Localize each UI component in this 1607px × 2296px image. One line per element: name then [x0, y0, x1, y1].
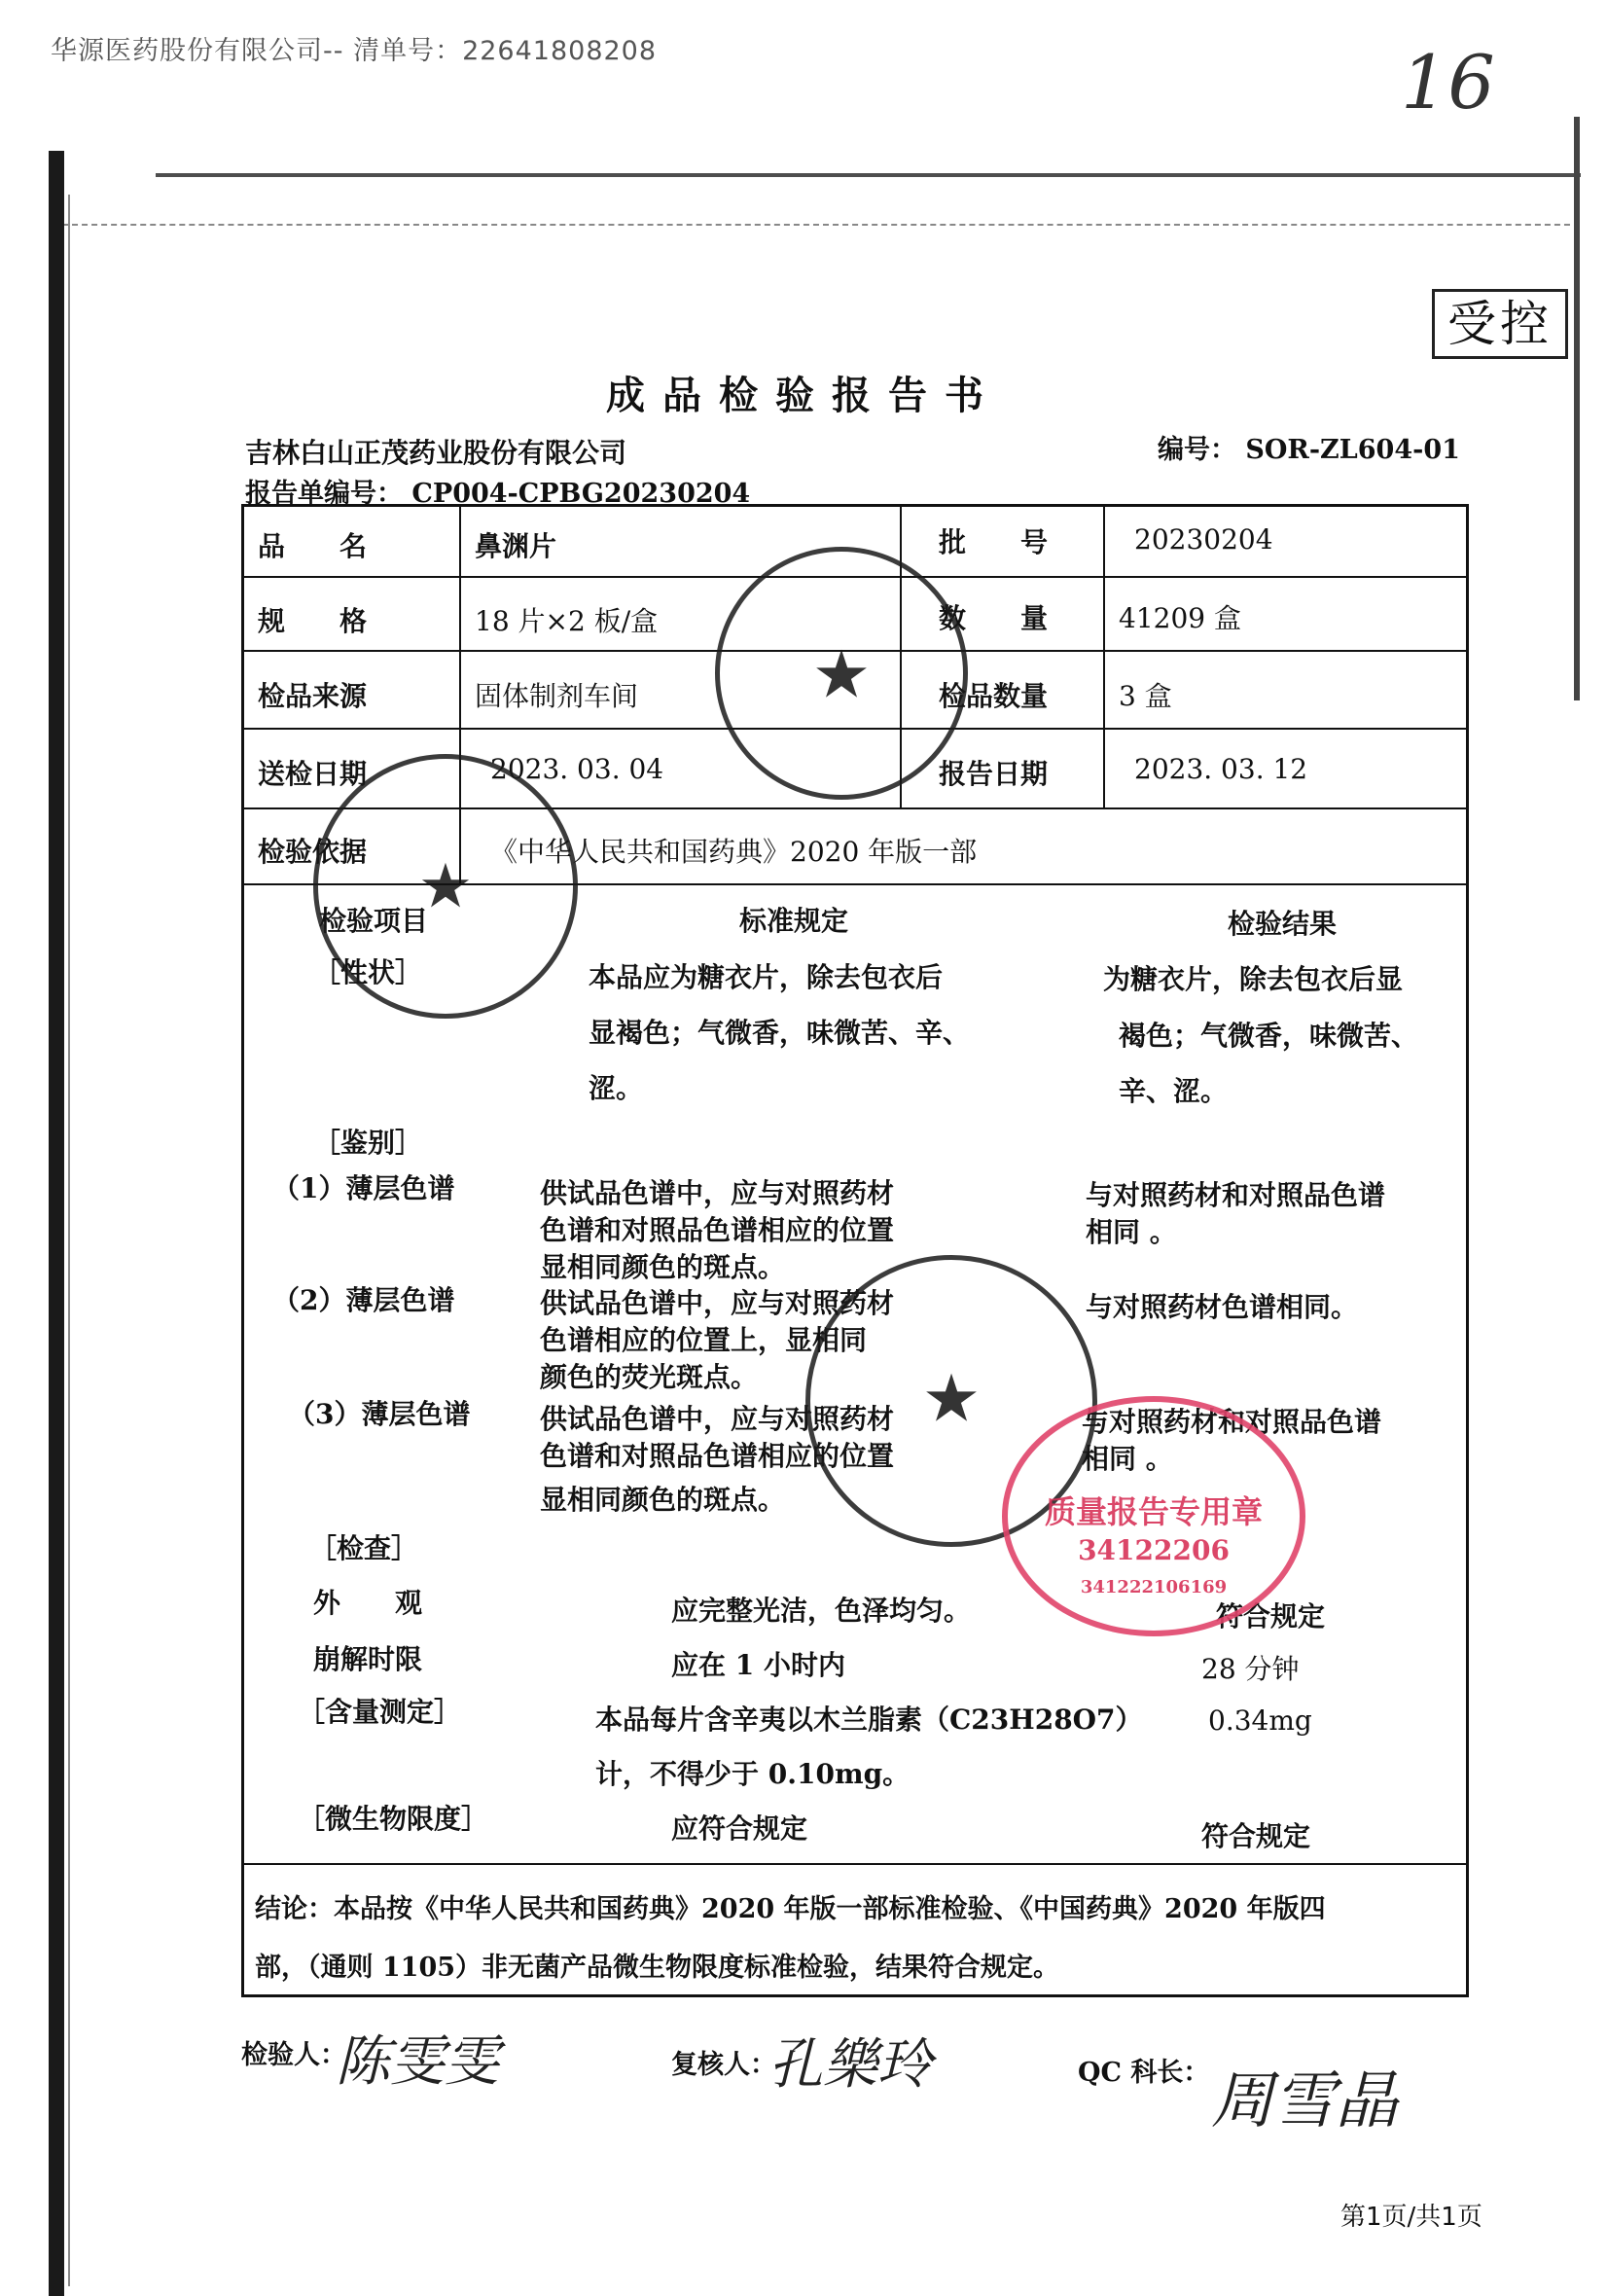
batch-label: 批 号: [939, 526, 1049, 558]
microbial-section: ［微生物限度］: [298, 1803, 489, 1835]
document-number: 编号： SOR-ZL604-01: [1158, 435, 1460, 465]
quantity-label: 数 量: [939, 602, 1049, 634]
appearance-standard-2: 显褐色；气微香，味微苦、辛、: [589, 1017, 971, 1049]
spec-label: 规 格: [258, 605, 368, 637]
tlc2-label: （2）薄层色谱: [272, 1284, 455, 1316]
basis-label: 检验依据: [258, 836, 368, 868]
qc-signature: 周雪晶: [1211, 2065, 1398, 2137]
product-name-label: 品 名: [258, 530, 368, 562]
tlc2-standard-1: 供试品色谱中，应与对照药材: [540, 1287, 895, 1319]
tlc1-standard-1: 供试品色谱中，应与对照药材: [540, 1177, 895, 1209]
tlc2-result: 与对照药材色谱相同。: [1086, 1291, 1359, 1323]
appearance-section: ［性状］: [313, 956, 423, 988]
tlc1-standard-3: 显相同颜色的斑点。: [540, 1251, 786, 1283]
star-icon: ★: [420, 854, 471, 918]
source-label: 检品来源: [258, 680, 368, 712]
assay-standard-2: 计，不得少于 0.10mg。: [595, 1758, 911, 1790]
qc-label: QC 科长：: [1078, 2058, 1210, 2088]
tlc3-result-2: 相同 。: [1082, 1443, 1173, 1475]
company-seal-top: [715, 547, 968, 800]
disintegration-label: 崩解时限: [313, 1643, 423, 1675]
items-header-item: 检验项目: [319, 905, 429, 937]
basis-value: 《中华人民共和国药典》2020 年版一部: [490, 836, 978, 868]
batch-value: 20230204: [1134, 523, 1273, 556]
microbial-result: 符合规定: [1201, 1820, 1311, 1852]
report-number: 报告单编号： CP004-CPBG20230204: [245, 479, 751, 509]
look-label: 外 观: [313, 1587, 423, 1619]
company-name: 吉林白山正茂药业股份有限公司: [245, 437, 627, 469]
appearance-result-3: 辛、涩。: [1119, 1075, 1229, 1107]
sample-qty-label: 检品数量: [939, 680, 1049, 712]
sample-qty-value: 3 盒: [1119, 680, 1172, 712]
reviewer-signature: 孔樂玲: [768, 2033, 932, 2097]
scan-edge-top: [156, 173, 1581, 187]
items-header-result: 检验结果: [1228, 908, 1338, 940]
red-seal-number-1: 34122206: [1078, 1534, 1230, 1566]
conclusion-line-2: 部，（通则 1105）非无菌产品微生物限度标准检验，结果符合规定。: [255, 1953, 1060, 1983]
conclusion-line-1: 结论：本品按《中华人民共和国药典》2020 年版一部标准检验、《中国药典》2020 年版四: [255, 1894, 1326, 1924]
assay-standard-1: 本品每片含辛夷以木兰脂素（C23H28O7）: [595, 1704, 1143, 1736]
microbial-standard: 应符合规定: [671, 1812, 808, 1845]
star-icon: ★: [925, 1365, 978, 1433]
row-divider: [241, 1863, 1469, 1865]
tlc1-label: （1）薄层色谱: [272, 1172, 455, 1204]
tlc2-standard-2: 色谱相应的位置上，显相同: [540, 1324, 868, 1356]
product-name-value: 鼻渊片: [475, 530, 557, 562]
disintegration-standard: 应在 1 小时内: [671, 1649, 845, 1681]
tlc3-standard-1: 供试品色谱中，应与对照药材: [540, 1403, 895, 1435]
identification-section: ［鉴别］: [313, 1127, 423, 1159]
appearance-result-2: 褐色；气微香，味微苦、: [1119, 1020, 1419, 1052]
company-seal-left: [313, 754, 578, 1019]
tlc2-standard-3: 颜色的荧光斑点。: [540, 1361, 759, 1393]
quantity-value: 41209 盒: [1119, 602, 1241, 634]
submit-date-label: 送检日期: [258, 758, 368, 790]
scan-edge-left-thin: [68, 195, 70, 2286]
document-title: 成品检验报告书: [606, 373, 1001, 418]
quality-report-seal-red: [1002, 1396, 1305, 1636]
disintegration-result: 28 分钟: [1201, 1653, 1300, 1685]
handwritten-page-number: 16: [1401, 39, 1495, 126]
page-header: 华源医药股份有限公司-- 清单号：22641808208: [51, 36, 658, 66]
assay-result: 0.34mg: [1208, 1704, 1312, 1737]
star-icon: ★: [815, 641, 868, 709]
inspection-section: ［检查］: [309, 1532, 419, 1564]
appearance-standard-1: 本品应为糖衣片，除去包衣后: [589, 961, 944, 993]
inspector-signature: 陈雯雯: [336, 2030, 499, 2094]
appearance-result-1: 为糖衣片，除去包衣后显: [1103, 963, 1404, 995]
scan-edge-left: [49, 151, 64, 2296]
tlc1-result-1: 与对照药材和对照品色谱: [1086, 1179, 1386, 1211]
column-divider: [1103, 504, 1105, 807]
scan-edge-top-dashed: [62, 224, 1580, 226]
look-result: 符合规定: [1216, 1600, 1326, 1632]
tlc1-standard-2: 色谱和对照品色谱相应的位置: [540, 1214, 895, 1246]
report-date-label: 报告日期: [939, 758, 1049, 790]
tlc3-label: （3）薄层色谱: [288, 1398, 471, 1430]
items-header-standard: 标准规定: [739, 905, 849, 937]
tlc1-result-2: 相同 。: [1086, 1216, 1177, 1248]
controlled-stamp: 受控: [1432, 289, 1568, 359]
spec-value: 18 片×2 板/盒: [475, 605, 659, 637]
tlc3-standard-2: 色谱和对照品色谱相应的位置: [540, 1440, 895, 1472]
submit-date-value: 2023. 03. 04: [490, 753, 664, 785]
tlc3-result-1: 与对照药材和对照品色谱: [1082, 1406, 1382, 1438]
source-value: 固体制剂车间: [475, 680, 639, 712]
red-seal-number-2: 341222106169: [1080, 1577, 1228, 1597]
appearance-standard-3: 涩。: [589, 1072, 644, 1104]
tlc3-standard-3: 显相同颜色的斑点。: [540, 1484, 786, 1516]
red-seal-title: 质量报告专用章: [1044, 1493, 1263, 1530]
inspector-label: 检验人：: [241, 2040, 346, 2070]
assay-section: ［含量测定］: [298, 1696, 462, 1728]
look-standard: 应完整光洁，色泽均匀。: [671, 1595, 972, 1627]
reviewer-label: 复核人：: [671, 2050, 776, 2080]
report-date-value: 2023. 03. 12: [1134, 753, 1308, 785]
page-footer: 第1页/共1页: [1340, 2203, 1482, 2232]
